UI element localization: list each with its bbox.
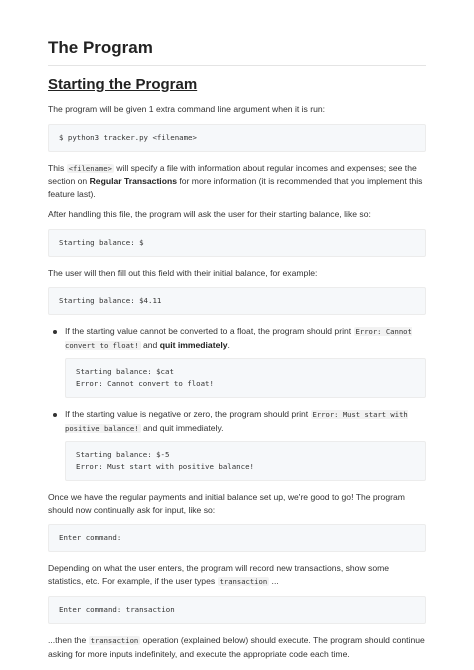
enter-transaction-code-block: Enter command: transaction bbox=[48, 596, 426, 624]
list-item-negative-error: If the starting value is negative or zero, the program should print Error: Must start with positive balance! and quit immediately. Starting balance: $-5 Error: Must start with positive balance! bbox=[48, 408, 426, 481]
inline-code-transaction-op: transaction bbox=[90, 636, 139, 645]
inline-code-negative-error: Error: Must start with positive balance! bbox=[65, 410, 408, 433]
regular-transactions-link-text: Regular Transactions bbox=[89, 176, 177, 186]
transaction-example-paragraph: Depending on what the user enters, the program will record new transactions, show some statistics, etc. For example, if the user types transaction ... bbox=[48, 563, 390, 586]
enter-command-code-block: Enter command: bbox=[48, 524, 426, 552]
bullet-icon bbox=[53, 413, 57, 417]
quit-immediately-emphasis: quit immediately bbox=[159, 339, 228, 350]
error-cases-list bbox=[48, 325, 426, 481]
bullet-icon bbox=[53, 330, 57, 334]
filename-paragraph: This <filename> will specify a file with information about regular incomes and expenses; see the section on Regular Transactions for more information (it is recommended that you implement this feature last). bbox=[48, 162, 423, 199]
balance-prompt-code-block: Starting balance: $ bbox=[48, 229, 426, 257]
page-title: The Program bbox=[48, 38, 426, 66]
balance-example-code-block: Starting balance: $4.11 bbox=[48, 287, 426, 315]
balance-example-paragraph: The user will then fill out this field with their initial balance, for example: bbox=[48, 267, 318, 278]
transaction-operation-paragraph: ...then the transaction operation (explained below) should execute. The program should continue asking for more inputs indefinitely, and execute the appropriate code each time. bbox=[48, 635, 425, 659]
inline-code-float-error: Error: Cannot convert to float! bbox=[65, 327, 412, 350]
intro-paragraph: The program will be given 1 extra command line argument when it is run: bbox=[48, 104, 326, 114]
section-heading: Starting the Program bbox=[48, 76, 198, 93]
list-item-float-error: If the starting value cannot be converted to a float, the program should print Error: Cannot convert to float! and quit immediately. Starting balance: $cat Error: Cannot convert to float! bbox=[48, 325, 426, 398]
inline-code-filename: <filename> bbox=[68, 163, 112, 173]
float-error-code-block: Starting balance: $cat Error: Cannot convert to float! bbox=[65, 358, 426, 398]
inline-code-transaction: transaction bbox=[219, 576, 268, 586]
negative-error-code-block: Starting balance: $-5 Error: Must start with positive balance! bbox=[65, 441, 426, 481]
balance-prompt-paragraph: After handling this file, the program will ask the user for their starting balance, like so: bbox=[48, 209, 371, 219]
continual-input-paragraph: Once we have the regular payments and initial balance set up, we're good to go! The program should now continually ask for input, like so: bbox=[48, 492, 405, 515]
run-command-code-block: $ python3 tracker.py <filename> bbox=[48, 124, 426, 152]
